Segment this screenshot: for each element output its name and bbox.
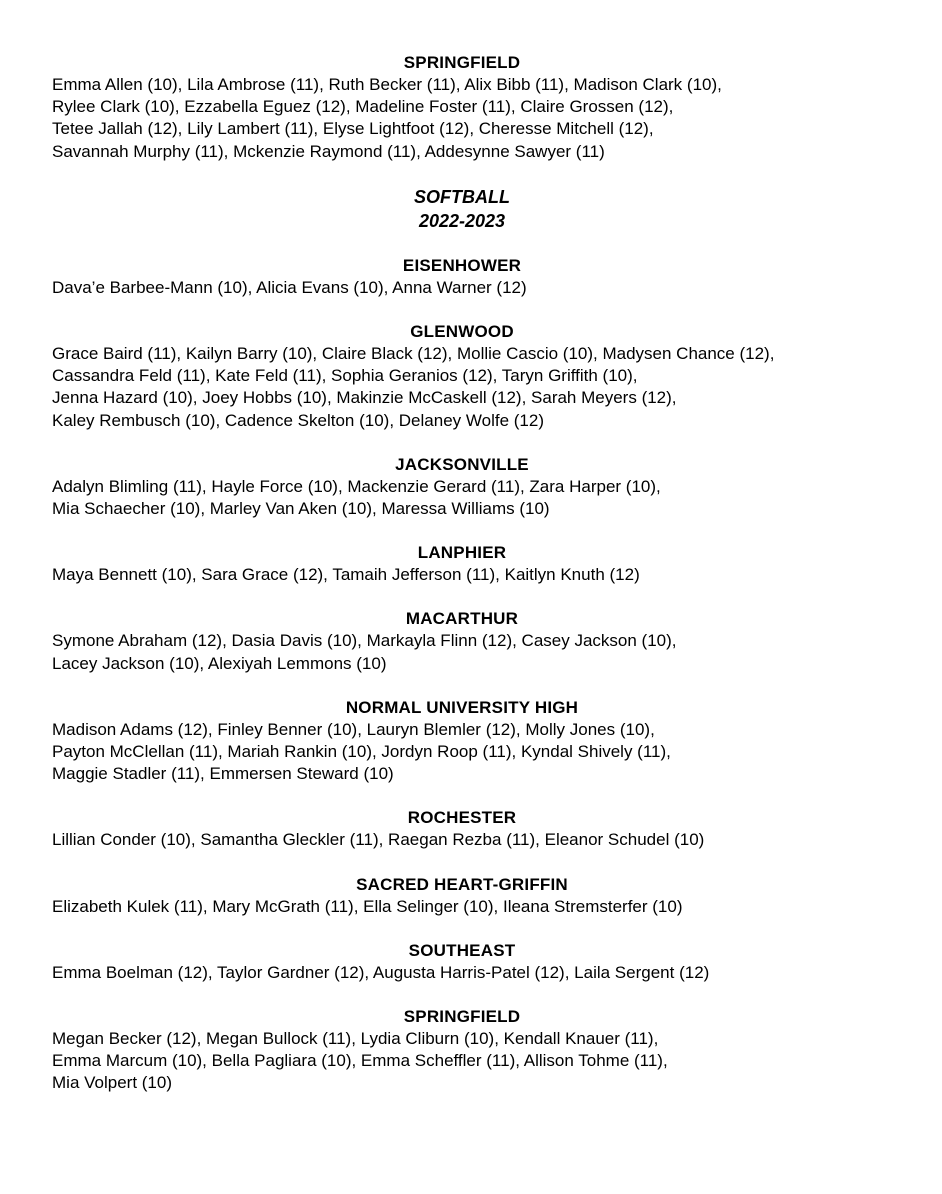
roster-line: Maggie Stadler (11), Emmersen Steward (10) <box>52 764 394 784</box>
school-heading: ROCHESTER <box>407 808 517 828</box>
roster-line: Maya Bennett (10), Sara Grace (12), Tamaih Jefferson (11), Kaitlyn Knuth (12) <box>52 565 640 585</box>
section-spacer <box>52 852 942 874</box>
roster-line: Grace Baird (11), Kailyn Barry (10), Claire Black (12), Mollie Cascio (10), Madysen Chance (12), <box>52 344 775 364</box>
school-heading: EISENHOWER <box>402 255 522 275</box>
section-spacer <box>52 586 942 608</box>
roster-line: Tetee Jallah (12), Lily Lambert (11), Elyse Lightfoot (12), Cheresse Mitchell (12), <box>52 119 654 139</box>
school-heading: JACKSONVILLE <box>395 454 529 474</box>
school-heading: SOUTHEAST <box>408 940 516 960</box>
school-heading: SACRED HEART-GRIFFIN <box>356 874 568 894</box>
school-section-springfield <box>52 1006 942 1095</box>
school-section-macarthur <box>52 608 942 674</box>
school-section-glenwood <box>52 321 942 432</box>
school-section-normal-university-high <box>52 697 942 786</box>
roster-line: Jenna Hazard (10), Joey Hobbs (10), Makinzie McCaskell (12), Sarah Meyers (12), <box>52 388 677 408</box>
roster-line: Emma Boelman (12), Taylor Gardner (12), Augusta Harris-Patel (12), Laila Sergent (12) <box>52 962 710 982</box>
school-section-sacred-heart-griffin <box>52 874 942 918</box>
school-section-rochester <box>52 807 942 851</box>
section-spacer <box>52 675 942 697</box>
roster-line: Adalyn Blimling (11), Hayle Force (10), Mackenzie Gerard (11), Zara Harper (10), <box>52 476 661 496</box>
school-heading: MACARTHUR <box>405 609 519 629</box>
sport-title <box>52 185 872 233</box>
roster-line: Dava’e Barbee-Mann (10), Alicia Evans (10), Anna Warner (12) <box>52 277 527 297</box>
section-spacer <box>52 918 942 940</box>
roster-line: Savannah Murphy (11), Mckenzie Raymond (11), Addesynne Sawyer (11) <box>52 141 605 161</box>
roster-line: Madison Adams (12), Finley Benner (10), Lauryn Blemler (12), Molly Jones (10), <box>52 719 655 739</box>
sport-season: 2022-2023 <box>418 210 506 231</box>
section-spacer <box>52 432 942 454</box>
roster-line: Rylee Clark (10), Ezzabella Eguez (12), Madeline Foster (11), Claire Grossen (12), <box>52 97 674 117</box>
roster-line: Symone Abraham (12), Dasia Davis (10), Markayla Flinn (12), Casey Jackson (10), <box>52 631 677 651</box>
roster-line: Payton McClellan (11), Mariah Rankin (10), Jordyn Roop (11), Kyndal Shively (11), <box>52 742 671 762</box>
school-section-jacksonville <box>52 454 942 520</box>
school-section-eisenhower <box>52 255 942 299</box>
roster-line: Mia Schaecher (10), Marley Van Aken (10), Maressa Williams (10) <box>52 499 550 519</box>
school-heading: GLENWOOD <box>410 322 514 342</box>
school-heading: NORMAL UNIVERSITY HIGH <box>345 697 579 717</box>
roster-line: Kaley Rembusch (10), Cadence Skelton (10), Delaney Wolfe (12) <box>52 410 544 430</box>
roster-line: Emma Allen (10), Lila Ambrose (11), Ruth Becker (11), Alix Bibb (11), Madison Clark (10), <box>52 75 722 94</box>
section-spacer <box>52 785 942 807</box>
school-section-lanphier <box>52 542 942 586</box>
section-spacer <box>52 520 942 542</box>
school-section-southeast <box>52 940 942 984</box>
roster-line: Cassandra Feld (11), Kate Feld (11), Sophia Geranios (12), Taryn Griffith (10), <box>52 366 638 386</box>
school-heading: SPRINGFIELD <box>403 53 521 72</box>
roster-line: Megan Becker (12), Megan Bullock (11), Lydia Cliburn (10), Kendall Knauer (11), <box>52 1029 659 1049</box>
roster-line: Emma Marcum (10), Bella Pagliara (10), Emma Scheffler (11), Allison Tohme (11), <box>52 1051 668 1071</box>
school-heading: SPRINGFIELD <box>403 1007 521 1027</box>
roster-line: Mia Volpert (10) <box>52 1073 172 1093</box>
roster-line: Lillian Conder (10), Samantha Gleckler (11), Raegan Rezba (11), Eleanor Schudel (10) <box>52 830 705 850</box>
school-heading: LANPHIER <box>417 543 507 563</box>
roster-line: Lacey Jackson (10), Alexiyah Lemmons (10) <box>52 653 387 673</box>
sport-name: SOFTBALL <box>414 186 510 207</box>
section-spacer <box>52 299 942 321</box>
school-section-springfield-prev <box>52 52 942 163</box>
roster-line: Elizabeth Kulek (11), Mary McGrath (11), Ella Selinger (10), Ileana Stremsterfer (10) <box>52 896 683 916</box>
section-spacer <box>52 984 942 1006</box>
